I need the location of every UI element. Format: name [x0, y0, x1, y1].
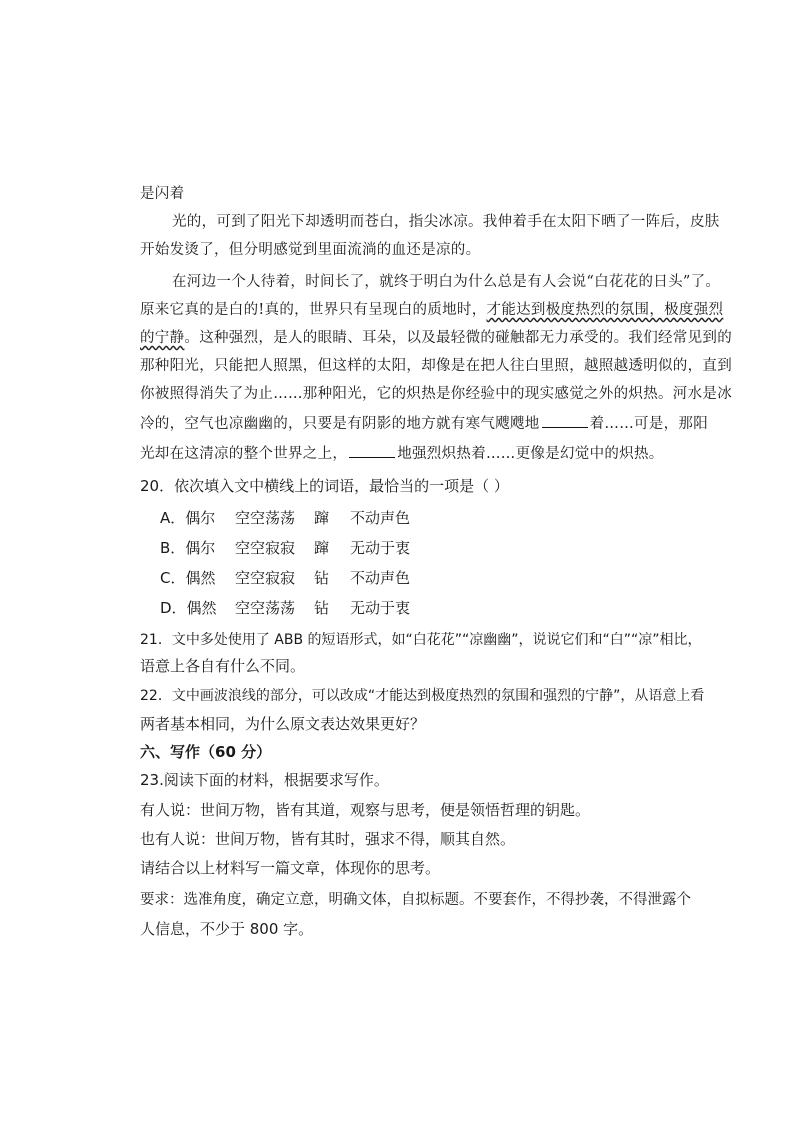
- wavy-underlined-text: 才能达到极度热烈的氛围，极度强烈: [486, 302, 724, 318]
- fill-blank: [542, 415, 588, 428]
- question-22-line-2: 两者基本相同，为什么原文表达效果更好？: [140, 715, 426, 733]
- option-a-letter: A．偶尔: [160, 509, 216, 527]
- passage-line-2: 开始发烫了，但分明感觉到里面流淌的血还是凉的。: [140, 242, 481, 258]
- option-c-word: 空空寂寂: [235, 569, 296, 587]
- passage-line-8: [140, 414, 708, 434]
- option-c-letter: C．偶然: [160, 569, 216, 587]
- passage-line-1: 光的，可到了阳光下却透明而苍白，指尖冰凉。我伸着手在太阳下晒了一阵后，皮肤: [172, 214, 720, 230]
- passage-line-3: 在河边一个人待着，时间长了，就终于明白为什么总是有人会说“白花花的日头”了。: [172, 274, 721, 290]
- option-c-word: 不动声色: [350, 569, 411, 587]
- passage-text: 冷的，空气也凉幽幽的，只要是有阴影的地方就有寒气飕飕地: [140, 416, 540, 432]
- passage-line-7: 你被照得消失了为止……那种阳光，它的炽热是你经验中的现实感觉之外的炽热。河水是冰: [140, 386, 732, 402]
- passage-line-9: [140, 444, 664, 464]
- section-6-title: 六、写作（60 分）: [140, 743, 272, 761]
- option-d-word: 无动于衷: [350, 599, 411, 617]
- option-d-letter: D．偶然: [160, 599, 217, 617]
- passage-line-0: 是闪着: [140, 186, 185, 202]
- question-20-stem: 20．依次填入文中横线上的词语，最恰当的一项是（ ）: [140, 477, 509, 495]
- option-a-word: 不动声色: [350, 509, 411, 527]
- passage-text: 地强烈炽热着……更像是幻觉中的炽热。: [397, 446, 664, 462]
- question-21-line-1: 21．文中多处使用了 ABB 的短语形式，如“白花花”“凉幽幽”，说说它们和“白”“凉”相比，: [140, 632, 702, 648]
- passage-text: 光却在这清凉的整个世界之上，: [140, 446, 348, 462]
- material-2: 也有人说：世间万物，皆有其时，强求不得，顺其自然。: [140, 830, 516, 848]
- option-b-word: 空空寂寂: [235, 539, 296, 557]
- option-b-word: 蹿: [314, 539, 330, 557]
- passage-line-4: [140, 300, 723, 320]
- material-1: 有人说：世间万物，皆有其道，观察与思考，便是领悟哲理的钥匙。: [140, 801, 591, 819]
- option-a-word: 蹿: [314, 509, 330, 527]
- fill-blank: [349, 445, 395, 458]
- requirements-line-1: 要求：选准角度，确定立意，明确文体，自拟标题。不要套作，不得抄袭，不得泄露个: [140, 892, 691, 908]
- wavy-underlined-text: 的宁静: [140, 330, 185, 346]
- writing-prompt: 请结合以上材料写一篇文章，体现你的思考。: [140, 859, 441, 877]
- question-22-line-1: 22．文中画波浪线的部分，可以改成“才能达到极度热烈的氛围和强烈的宁静”，从语意上看: [140, 688, 705, 704]
- option-a-word: 空空荡荡: [235, 509, 296, 527]
- option-d-word: 钻: [314, 599, 330, 617]
- option-c-word: 钻: [314, 569, 330, 587]
- passage-line-6: 那种阳光，只能把人照黑，但这样的太阳，却像是在把人往白里照，越照越透明似的，直到: [140, 358, 732, 374]
- passage-text: 着……可是，那阳: [589, 416, 709, 432]
- question-21-line-2: 语意上各自有什么不同。: [140, 657, 306, 675]
- option-b-letter: B．偶尔: [160, 539, 216, 557]
- passage-line-5: [140, 328, 732, 348]
- requirements-line-2: 人信息，不少于 800 字。: [140, 920, 314, 938]
- option-b-word: 无动于衷: [350, 539, 411, 557]
- passage-text: 。这种强烈，是人的眼睛、耳朵，以及最轻微的碰触都无力承受的。我们经常见到的: [184, 330, 733, 346]
- option-d-word: 空空荡荡: [235, 599, 296, 617]
- question-23-stem: 23.阅读下面的材料，根据要求写作。: [140, 771, 389, 789]
- passage-text: 原来它真的是白的!真的，世界只有呈现白的质地时，: [140, 302, 487, 318]
